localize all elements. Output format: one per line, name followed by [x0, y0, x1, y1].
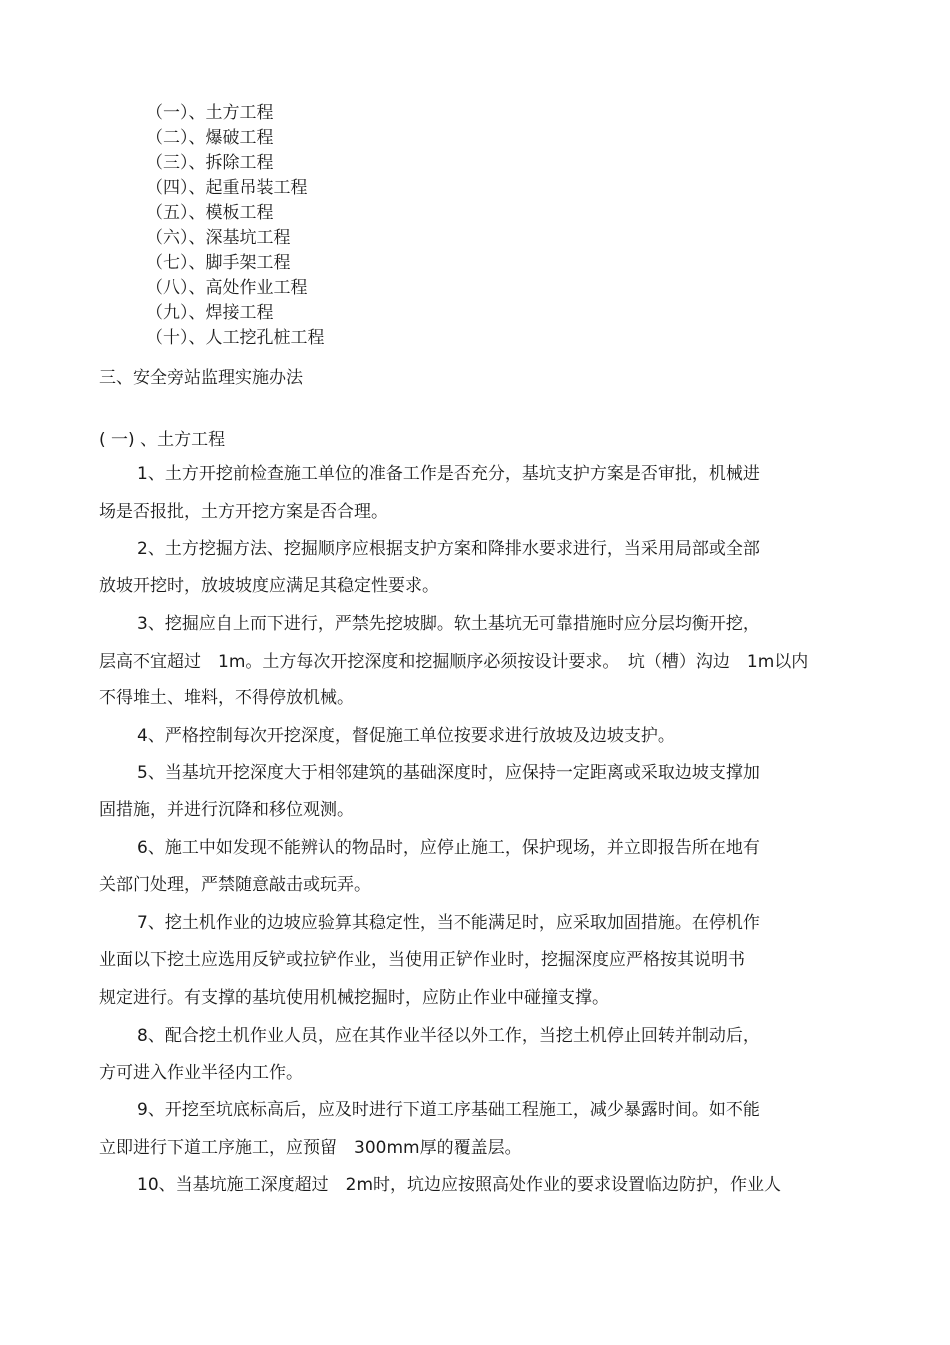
- toc-item: （七）、脚手架工程: [146, 253, 291, 273]
- paragraph-line: 10、当基坑施工深度超过 2m时，坑边应按照高处作业的要求设置临边防护，作业人: [137, 1175, 782, 1195]
- paragraph-line: 关部门处理，严禁随意敲击或玩弄。: [99, 875, 371, 895]
- subsection-heading: ( 一) 、土方工程: [99, 430, 226, 450]
- section-heading: 三、安全旁站监理实施办法: [99, 368, 303, 388]
- paragraph-line: 5、当基坑开挖深度大于相邻建筑的基础深度时，应保持一定距离或采取边坡支撑加: [137, 763, 760, 783]
- paragraph-line: 6、施工中如发现不能辨认的物品时，应停止施工，保护现场，并立即报告所在地有: [137, 838, 760, 858]
- toc-item: （九）、焊接工程: [146, 303, 274, 323]
- paragraph-line: 2、土方挖掘方法、挖掘顺序应根据支护方案和降排水要求进行，当采用局部或全部: [137, 539, 760, 559]
- paragraph-line: 固措施，并进行沉降和移位观测。: [99, 800, 354, 820]
- toc-item: （一）、土方工程: [146, 103, 274, 123]
- paragraph-line: 规定进行。有支撑的基坑使用机械挖掘时，应防止作业中碰撞支撑。: [99, 988, 609, 1008]
- toc-item: （六）、深基坑工程: [146, 228, 291, 248]
- paragraph-line: 8、配合挖土机作业人员，应在其作业半径以外工作，当挖土机停止回转并制动后，: [137, 1026, 760, 1046]
- paragraph-line: 不得堆土、堆料，不得停放机械。: [99, 688, 354, 708]
- toc-item: （八）、高处作业工程: [146, 278, 308, 298]
- toc-item: （二）、爆破工程: [146, 128, 274, 148]
- table-of-contents: [146, 101, 325, 351]
- toc-item: （四）、起重吊装工程: [146, 178, 308, 198]
- paragraph-line: 4、严格控制每次开挖深度，督促施工单位按要求进行放坡及边坡支护。: [137, 726, 675, 746]
- toc-item: （五）、模板工程: [146, 203, 274, 223]
- toc-item: （三）、拆除工程: [146, 153, 274, 173]
- toc-item: （十）、人工挖孔桩工程: [146, 328, 325, 348]
- paragraph-line: 场是否报批，土方开挖方案是否合理。: [99, 502, 388, 522]
- paragraph-line: 9、开挖至坑底标高后，应及时进行下道工序基础工程施工，减少暴露时间。如不能: [137, 1100, 760, 1120]
- paragraph-line: 层高不宜超过 1m。土方每次开挖深度和挖掘顺序必须按设计要求。 坑（槽）沟边 1m以内: [99, 652, 809, 672]
- paragraph-line: 放坡开挖时，放坡坡度应满足其稳定性要求。: [99, 576, 439, 596]
- paragraph-line: 1、土方开挖前检查施工单位的准备工作是否充分，基坑支护方案是否审批，机械进: [137, 464, 760, 484]
- paragraph-line: 立即进行下道工序施工，应预留 300mm厚的覆盖层。: [99, 1138, 522, 1158]
- paragraph-line: 业面以下挖土应选用反铲或拉铲作业，当使用正铲作业时，挖掘深度应严格按其说明书: [99, 950, 745, 970]
- paragraph-line: 方可进入作业半径内工作。: [99, 1063, 303, 1083]
- paragraph-line: 7、挖土机作业的边坡应验算其稳定性，当不能满足时，应采取加固措施。在停机作: [137, 913, 760, 933]
- paragraph-line: 3、挖掘应自上而下进行，严禁先挖坡脚。软土基坑无可靠措施时应分层均衡开挖，: [137, 614, 760, 634]
